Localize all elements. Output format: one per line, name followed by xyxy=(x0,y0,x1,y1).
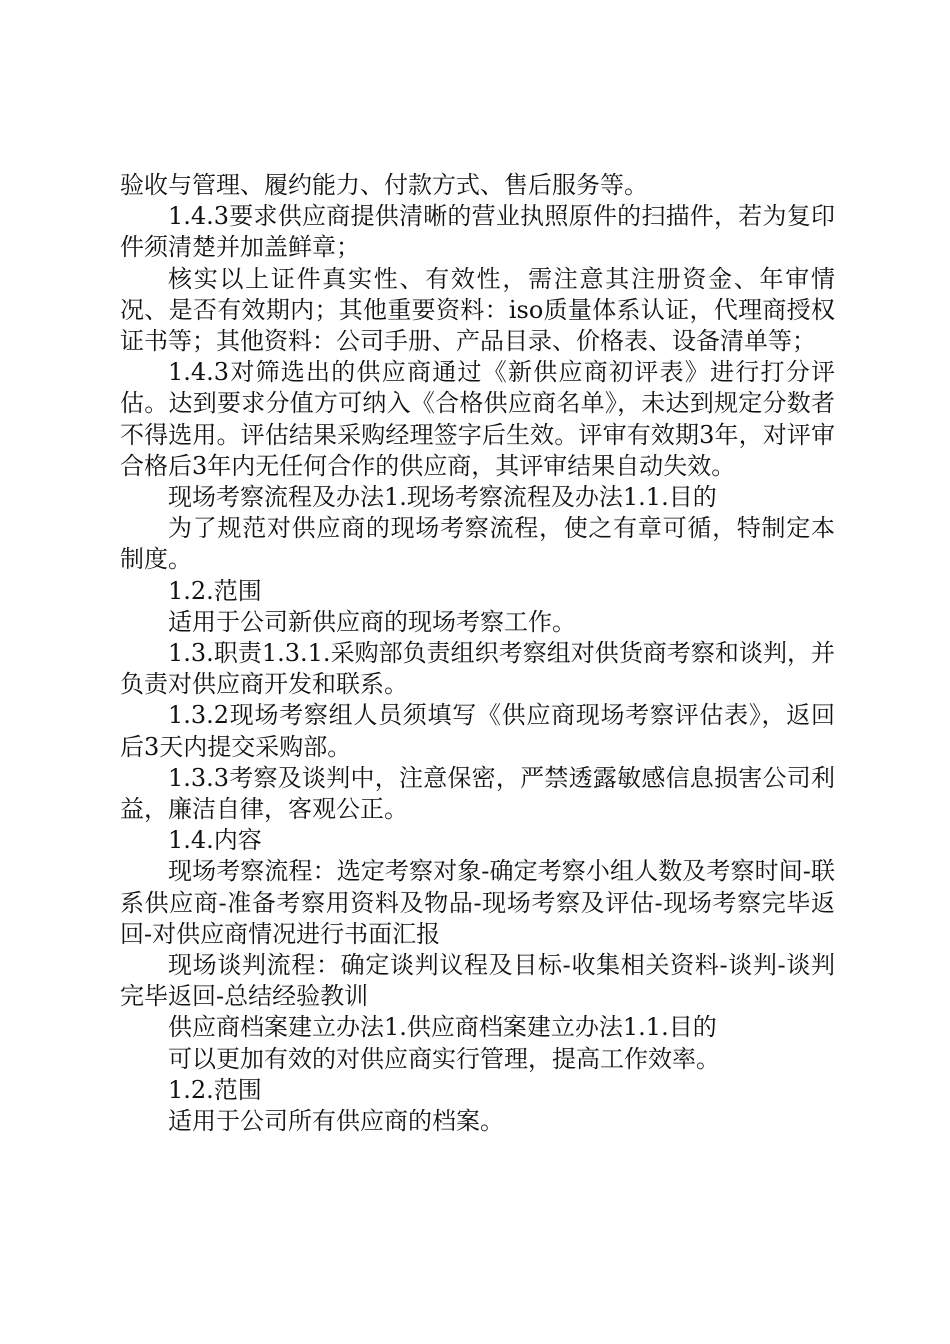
paragraph-continuation: 验收与管理、履约能力、付款方式、售后服务等。 xyxy=(120,171,648,199)
paragraph-business-license: 1.4.3要求供应商提供清晰的营业执照原件的扫描件，若为复印件须清楚并加盖鲜章； xyxy=(120,202,835,262)
section-heading-archive-scope: 1.2.范围 xyxy=(168,1075,262,1104)
document-page xyxy=(120,170,835,1137)
paragraph-confidentiality: 1.3.3考察及谈判中，注意保密，严禁透露敏感信息损害公司利益，廉洁自律，客观公正。 xyxy=(120,763,835,824)
paragraph-negotiation-process: 现场谈判流程：确定谈判议程及目标-收集相关资料-谈判-谈判完毕返回-总结经验教训 xyxy=(120,951,835,1011)
paragraph-scope: 适用于公司新供应商的现场考察工作。 xyxy=(168,607,576,636)
paragraph-responsibilities: 1.3.职责1.3.1.采购部负责组织考察组对供货商考察和谈判，并负责对供应商开发和联系。 xyxy=(120,639,835,699)
section-heading-supplier-archive: 供应商档案建立办法1.供应商档案建立办法1.1.目的 xyxy=(168,1013,717,1042)
paragraph-evaluation-form: 1.3.2现场考察组人员须填写《供应商现场考察评估表》，返回后3天内提交采购部。 xyxy=(120,701,835,761)
paragraph-verify-documents: 核实以上证件真实性、有效性，需注意其注册资金、年审情况、是否有效期内；其他重要资料：iso质量体系认证，代理商授权证书等；其他资料：公司手册、产品目录、价格表、设备清单等； xyxy=(120,264,835,356)
paragraph-inspection-process: 现场考察流程：选定考察对象-确定考察小组人数及考察时间-联系供应商-准备考察用资料及物品-现场考察及评估-现场考察完毕返回-对供应商情况进行书面汇报 xyxy=(120,857,835,948)
section-heading-scope: 1.2.范围 xyxy=(168,576,262,605)
section-heading-site-inspection: 现场考察流程及办法1.现场考察流程及办法1.1.目的 xyxy=(168,483,717,512)
paragraph-initial-evaluation: 1.4.3对筛选出的供应商通过《新供应商初评表》进行打分评估。达到要求分值方可纳入《合格供应商名单》，未达到规定分数者不得选用。评估结果采购经理签字后生效。评审有效期3年，对评审合格后3年内无任何合作的供应商，其评审结果自动失效。 xyxy=(120,358,835,480)
paragraph-purpose: 为了规范对供应商的现场考察流程，使之有章可循，特制定本制度。 xyxy=(120,514,835,574)
paragraph-archive-scope: 适用于公司所有供应商的档案。 xyxy=(168,1107,504,1136)
section-heading-content: 1.4.内容 xyxy=(168,826,262,855)
paragraph-archive-purpose: 可以更加有效的对供应商实行管理，提高工作效率。 xyxy=(168,1044,720,1073)
